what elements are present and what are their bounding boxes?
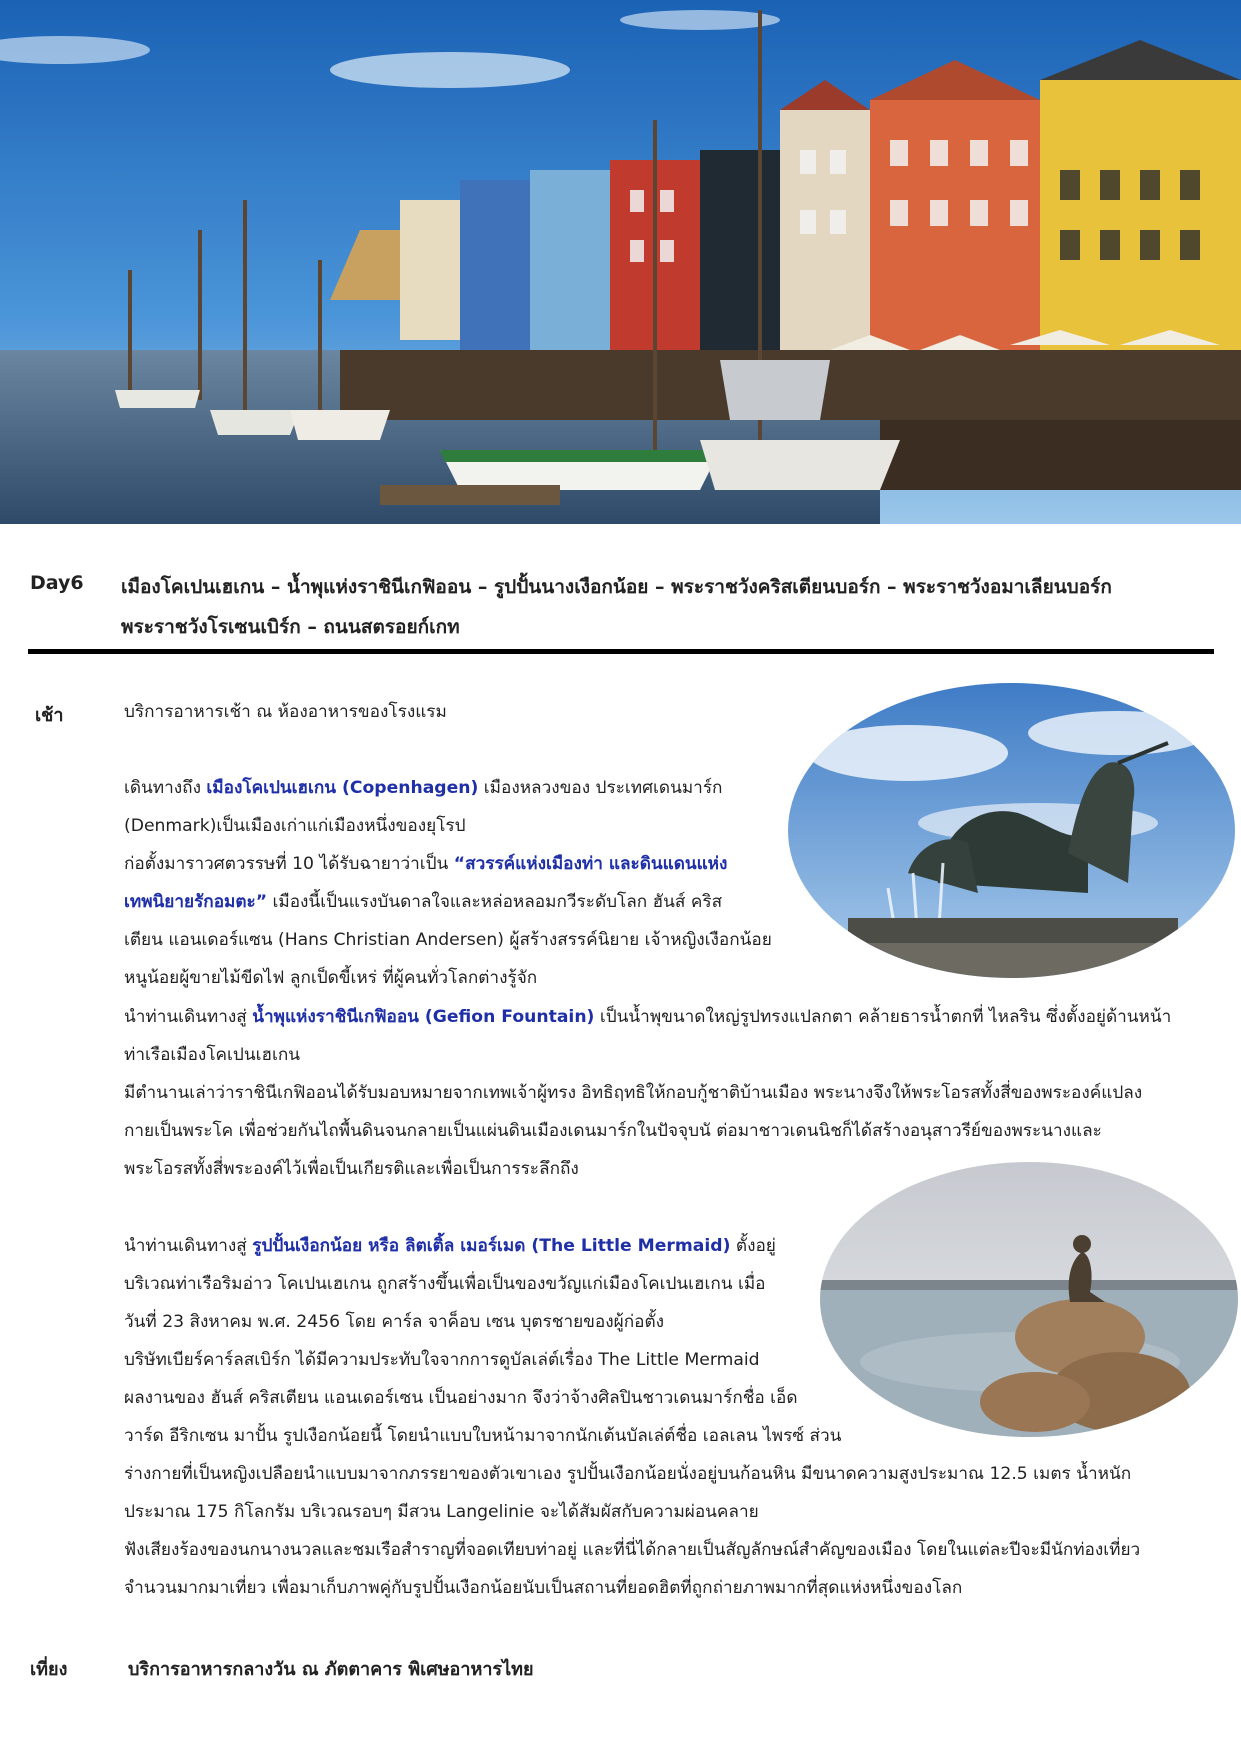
- paragraph-line: เทพนิยายรักอมตะ” เมืองนี้เป็นแรงบันดาลใจและหล่อหลอมกวีระดับโลก ฮันส์ คริส: [124, 892, 723, 912]
- paragraph-line: ประมาณ 175 กิโลกรัม บริเวณรอบๆ มีสวน Langelinie จะได้สัมผัสกับความผ่อนคลาย: [124, 1502, 759, 1522]
- paragraph-line: ก่อตั้งมาราวศตวรรษที่ 10 ได้รับฉายาว่าเป็น “สวรรค์แห่งเมืองท่า และดินแดนแห่ง: [124, 854, 728, 874]
- highlight-nickname-end: เทพนิยายรักอมตะ”: [124, 892, 268, 912]
- highlight-gefion: น้ำพุแห่งราชินีเกฟิออน (Gefion Fountain): [252, 1007, 595, 1027]
- itinerary-title-line1: เมืองโคเปนเฮเกน – น้ำพุแห่งราชินีเกฟิออน – รูปปั้นนางเงือกน้อย – พระราชวังคริสเตียนบอร์ก – พระราชวังอมาเลียนบอร์ก: [121, 576, 1112, 598]
- paragraph-line: บริษัทเบียร์คาร์ลสเบิร์ก ได้มีความประทับใจจากการดูบัลเล่ต์เรื่อง The Little Mermaid: [124, 1350, 760, 1370]
- highlight-copenhagen: เมืองโคเปนเฮเกน (Copenhagen): [206, 778, 479, 798]
- paragraph-line: เตียน แอนเดอร์แซน (Hans Christian Andersen) ผู้สร้างสรรค์นิยาย เจ้าหญิงเงือกน้อย: [124, 930, 772, 950]
- paragraph-line: เดินทางถึง เมืองโคเปนเฮเกน (Copenhagen) เมืองหลวงของ ประเทศเดนมาร์ก: [124, 778, 723, 798]
- paragraph-line: กายเป็นพระโค เพื่อช่วยกันไถพื้นดินจนกลายเป็นแผ่นดินเมืองเดนมาร์กในปัจจุบนั ต่อมาชาวเดนนิชก็ได้สร้างอนุสาวรีย์ของพระนางและ: [124, 1121, 1102, 1141]
- meal-label-morning: เช้า: [35, 705, 64, 726]
- paragraph-line: จำนวนมากมาเที่ยว เพื่อมาเก็บภาพคู่กับรูปปั้นเงือกน้อยนับเป็นสถานที่ยอดฮิตที่ถูกถ่ายภาพมากที่สุดแห่งหนึ่งของโลก: [124, 1578, 963, 1598]
- paragraph-line: (Denmark)เป็นเมืองเก่าแก่เมืองหนึ่งของยุโรป: [124, 816, 466, 836]
- gefion-fountain-photo: [788, 683, 1235, 978]
- little-mermaid-photo: [820, 1162, 1238, 1437]
- paragraph-line: นำท่านเดินทางสู่ รูปปั้นเงือกน้อย หรือ ลิตเติ้ล เมอร์เมด (The Little Mermaid) ตั้งอยู่: [124, 1236, 776, 1256]
- paragraph-line: ฟังเสียงร้องของนกนางนวลและชมเรือสำราญที่จอดเทียบท่าอยู่ และที่นี่ได้กลายเป็นสัญลักษณ์สำคัญของเมือง โดยในแต่ละปีจะมีนักท่องเที่ยว: [124, 1540, 1141, 1560]
- paragraph-line: นำท่านเดินทางสู่ น้ำพุแห่งราชินีเกฟิออน (Gefion Fountain) เป็นน้ำพุขนาดใหญ่รูปทรงแปลกตา คล้ายธารน้ำตกที่ ไหลริน ซึ่งตั้งอยู่ด้านหน้า: [124, 1007, 1172, 1027]
- header-divider: [28, 649, 1214, 654]
- hero-photo-nyhavn: [0, 0, 1241, 524]
- paragraph-line: วันที่ 23 สิงหาคม พ.ศ. 2456 โดย คาร์ล จาค็อบ เซน บุตรชายของผู้ก่อตั้ง: [124, 1312, 664, 1332]
- paragraph-line: ร่างกายที่เป็นหญิงเปลือยนำแบบมาจากภรรยาของตัวเขาเอง รูปปั้นเงือกน้อยนั่งอยู่บนก้อนหิน มีขนาดความสูงประมาณ 12.5 เมตร น้ำหนัก: [124, 1464, 1132, 1484]
- meal-label-noon: เที่ยง: [30, 1659, 68, 1680]
- day-label: Day6: [30, 572, 84, 594]
- paragraph-line: วาร์ด อีริกเซน มาปั้น รูปเงือกน้อยนี้ โดยนำแบบใบหน้ามาจากนักเต้นบัลเล่ต์ชื่อ เอลเลน ไพรซ์ ส่วน: [124, 1426, 842, 1446]
- itinerary-title-line2: พระราชวังโรเซนเบิร์ก – ถนนสตรอยก์เกท: [121, 616, 460, 638]
- lunch-text: บริการอาหารกลางวัน ณ ภัตตาคาร พิเศษอาหารไทย: [128, 1659, 534, 1680]
- paragraph-line: บริเวณท่าเรือริมอ่าว โคเปนเฮเกน ถูกสร้างขึ้นเพื่อเป็นของขวัญแก่เมืองโคเปนเฮเกน เมื่อ: [124, 1274, 766, 1294]
- paragraph-line: หนูน้อยผู้ขายไม้ขีดไฟ ลูกเป็ดขี้เหร่ ที่ผู้คนทั่วโลกต่างรู้จัก: [124, 968, 538, 988]
- paragraph-line: พระโอรสทั้งสี่พระองค์ไว้เพื่อเป็นเกียรติและเพื่อเป็นการระลึกถึง: [124, 1159, 579, 1179]
- highlight-nickname: “สวรรค์แห่งเมืองท่า และดินแดนแห่ง: [453, 854, 728, 874]
- paragraph-line: ท่าเรือเมืองโคเปนเฮเกน: [124, 1045, 300, 1065]
- paragraph-line: มีตำนานเล่าว่าราชินีเกฟิออนได้รับมอบหมายจากเทพเจ้าผู้ทรง อิทธิฤทธิให้กอบกู้ชาติบ้านเมือง พระนางจึงให้พระโอรสทั้งสี่ของพระองค์แปลง: [124, 1083, 1143, 1103]
- breakfast-text: บริการอาหารเช้า ณ ห้องอาหารของโรงแรม: [124, 702, 447, 722]
- paragraph-line: ผลงานของ ฮันส์ คริสเตียน แอนเดอร์เซน เป็นอย่างมาก จึงว่าจ้างศิลปินชาวเดนมาร์กชื่อ เอ็ด: [124, 1388, 798, 1408]
- highlight-little-mermaid: รูปปั้นเงือกน้อย หรือ ลิตเติ้ล เมอร์เมด (The Little Mermaid): [252, 1236, 731, 1256]
